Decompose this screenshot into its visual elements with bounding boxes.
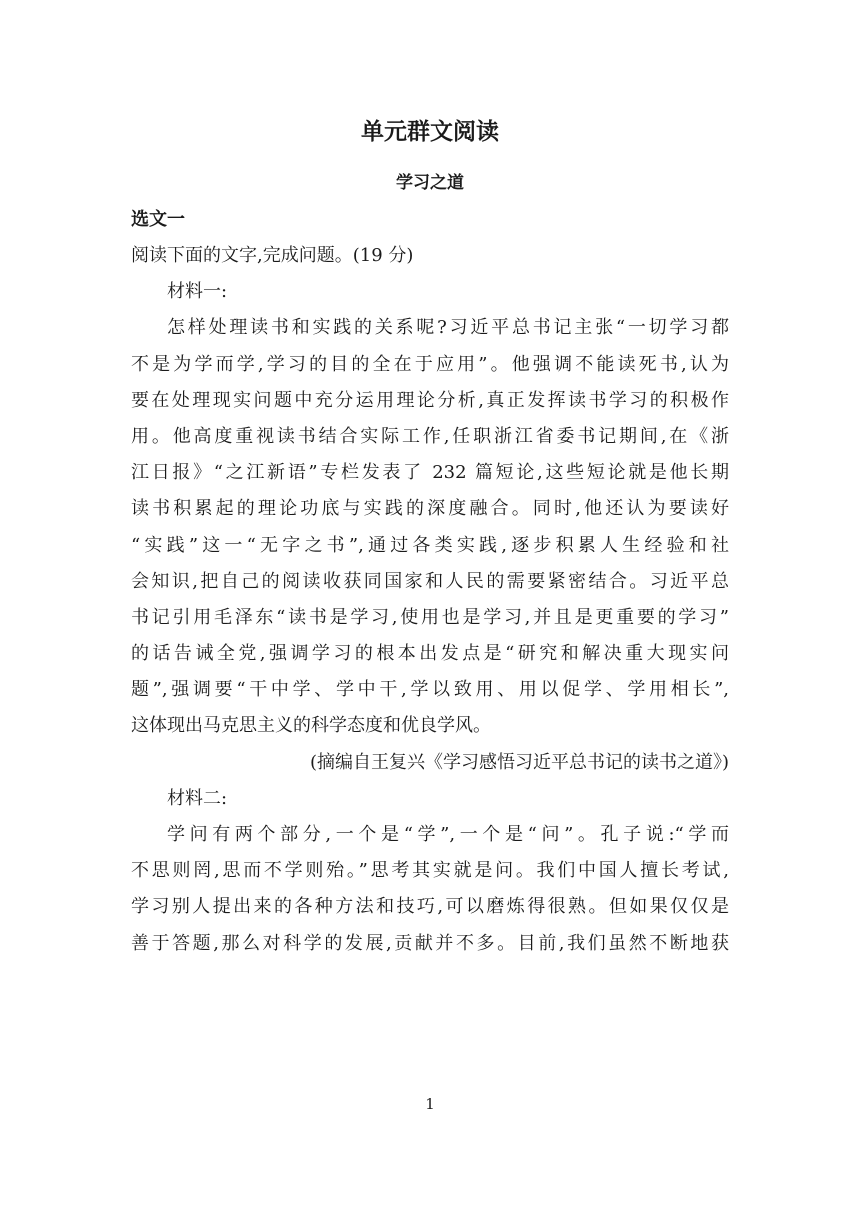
paragraph-line: 善于答题,那么对科学的发展,贡献并不多。目前,我们虽然不断地获 (131, 932, 729, 954)
paragraph-line: 江日报》“之江新语”专栏发表了 232 篇短论,这些短论就是他长期 (131, 462, 729, 484)
material-label: 材料一: (167, 281, 228, 303)
paragraph-line: 的话告诫全党,强调学习的根本出发点是“研究和解决重大现实问 (131, 643, 729, 665)
paragraph-line: 不思则罔,思而不学则殆。”思考其实就是问。我们中国人擅长考试, (131, 860, 729, 882)
paragraph-line: 会知识,把自己的阅读收获同国家和人民的需要紧密结合。习近平总 (131, 570, 729, 592)
paragraph-line: 学问有两个部分,一个是“学”,一个是“问”。孔子说:“学而 (167, 824, 729, 845)
paragraph-line: 用。他高度重视读书结合实际工作,任职浙江省委书记期间,在《浙 (131, 425, 729, 447)
paragraph-line: 题”,强调要“干中学、学中干,学以致用、用以促学、学用相长”, (131, 679, 729, 701)
document-subtitle: 学习之道 (396, 173, 464, 193)
paragraph-line: 这体现出马克思主义的科学态度和优良学风。 (131, 715, 491, 737)
body-text (131, 238, 729, 962)
paragraph-line: 怎样处理读书和实践的关系呢?习近平总书记主张“一切学习都 (167, 317, 729, 339)
paragraph-line: 书记引用毛泽东“读书是学习,使用也是学习,并且是更重要的学习” (131, 606, 729, 628)
paragraph-line: 要在处理现实问题中充分运用理论分析,真正发挥读书学习的积极作 (131, 389, 729, 411)
source-citation: (摘编自王复兴《学习感悟习近平总书记的读书之道》) (309, 751, 729, 773)
paragraph-line: 不是为学而学,学习的目的全在于应用”。他强调不能读死书,认为 (131, 353, 729, 375)
paragraph-line: “实践”这一“无字之书”,通过各类实践,逐步积累人生经验和社 (131, 534, 729, 556)
section-heading: 选文一 (131, 209, 185, 230)
page-number: 1 (425, 1095, 435, 1113)
document-title: 单元群文阅读 (361, 119, 499, 145)
paragraph-line: 学习别人提出来的各种方法和技巧,可以磨炼得很熟。但如果仅仅是 (131, 896, 729, 918)
instruction-line: 阅读下面的文字,完成问题。(19 分) (131, 245, 414, 266)
material-label: 材料二: (167, 787, 228, 809)
paragraph-line: 读书积累起的理论功底与实践的深度融合。同时,他还认为要读好 (131, 498, 729, 520)
